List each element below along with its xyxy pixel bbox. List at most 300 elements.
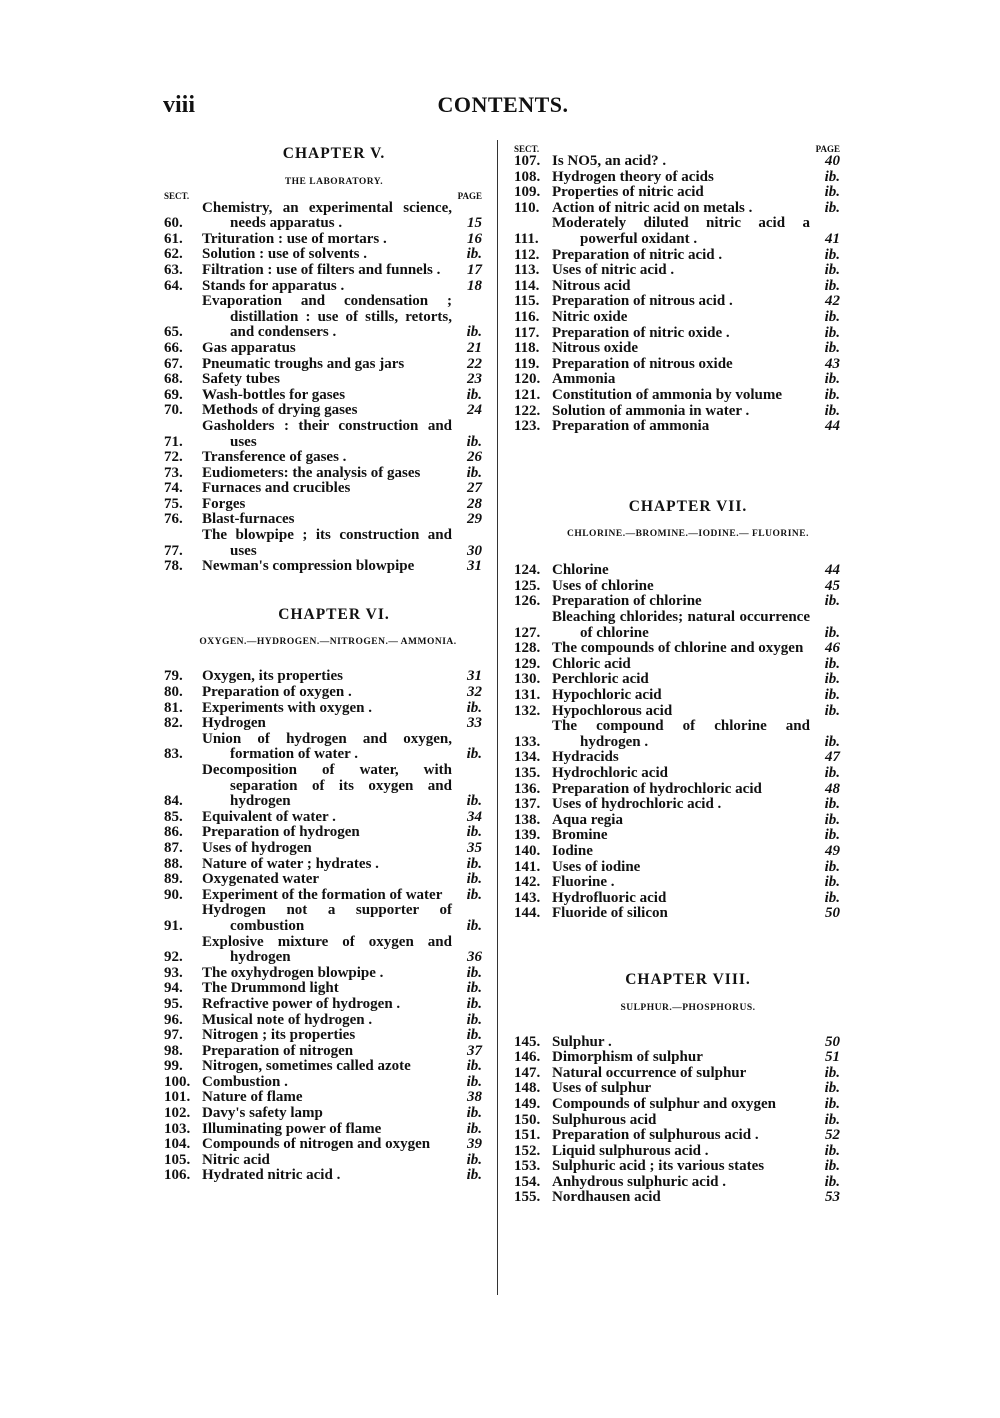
page-reference: ib.	[824, 1158, 840, 1175]
section-number: 147.	[514, 1064, 541, 1081]
entry-title: Musical note of hydrogen .	[202, 1011, 373, 1028]
section-number: 88.	[164, 855, 183, 872]
toc-entry	[514, 170, 840, 186]
section-number: 152.	[514, 1142, 541, 1159]
section-number: 102.	[164, 1105, 191, 1122]
page-reference: ib.	[466, 793, 482, 810]
toc-entry	[164, 403, 482, 419]
section-number: 131.	[514, 687, 541, 704]
toc-entry	[514, 672, 840, 688]
entry-title: The blowpipe ; its construction and uses	[202, 527, 452, 559]
page-reference: ib.	[466, 1151, 482, 1168]
page-reference: ib.	[824, 624, 840, 641]
entry-title: Hypochlorous acid	[552, 702, 673, 719]
page-reference: ib.	[824, 1142, 840, 1159]
entry-title: Iodine	[552, 842, 593, 859]
entry-title: Stands for apparatus .	[202, 277, 345, 294]
toc-entry	[514, 248, 840, 264]
page-reference: ib.	[824, 671, 840, 688]
section-number: 67.	[164, 355, 183, 372]
section-number: 74.	[164, 480, 183, 497]
section-number: 66.	[164, 339, 183, 356]
page-number: viii	[163, 92, 196, 118]
page-reference: ib.	[466, 1120, 482, 1137]
toc-entry	[164, 512, 482, 528]
entry-title: Wash-bottles for gases	[202, 386, 346, 403]
page-reference: ib.	[466, 1011, 482, 1028]
page-reference: 44	[825, 418, 840, 435]
page-reference: ib.	[466, 324, 482, 341]
page-reference: 51	[825, 1049, 840, 1066]
toc-entry	[164, 528, 482, 559]
entry-list	[164, 669, 482, 1184]
toc-entry	[164, 201, 482, 232]
section-number: 94.	[164, 980, 183, 997]
section-number: 138.	[514, 811, 541, 828]
page-reference: 33	[467, 715, 482, 732]
page-reference: ib.	[824, 655, 840, 672]
entry-title: Experiments with oxygen .	[202, 699, 372, 716]
entry-title: Preparation of chlorine	[552, 593, 702, 610]
section-number: 90.	[164, 886, 183, 903]
entry-title: The Drummond light	[202, 980, 339, 997]
section-number: 132.	[514, 702, 541, 719]
toc-entry	[164, 1153, 482, 1169]
entry-title: Fluoride of silicon	[552, 905, 668, 922]
page-reference: 49	[825, 842, 840, 859]
section-number: 124.	[514, 562, 541, 579]
toc-entry	[514, 1113, 840, 1129]
toc-entry	[514, 813, 840, 829]
toc-entry	[514, 641, 840, 657]
entry-title: Experiment of the formation of water	[202, 886, 443, 903]
page-reference: ib.	[466, 824, 482, 841]
section-number: 128.	[514, 640, 541, 657]
page-reference: ib.	[466, 1027, 482, 1044]
page-reference: 34	[467, 808, 482, 825]
toc-entry	[514, 1144, 840, 1160]
page-reference: 42	[825, 293, 840, 310]
section-number: 79.	[164, 668, 183, 685]
entry-title: Forges	[202, 495, 246, 512]
toc-entry	[514, 1128, 840, 1144]
entry-title: Uses of sulphur	[552, 1080, 652, 1097]
toc-entry	[164, 669, 482, 685]
entry-title: Nature of flame	[202, 1089, 303, 1106]
entry-title: Decomposition of water, with separation of its oxygen and hydrogen	[202, 762, 452, 810]
section-number: 70.	[164, 402, 183, 419]
entry-title: Hydrogen	[202, 715, 266, 732]
section-number: 64.	[164, 277, 183, 294]
entry-title: Methods of drying gases	[202, 402, 358, 419]
page-reference: ib.	[466, 464, 482, 481]
toc-entry	[514, 1190, 840, 1206]
entry-title: Combustion .	[202, 1073, 288, 1090]
page-reference: 41	[825, 230, 840, 247]
section-number: 95.	[164, 995, 183, 1012]
section-number: 78.	[164, 558, 183, 575]
toc-entry	[514, 719, 840, 750]
section-number: 135.	[514, 765, 541, 781]
section-number: 129.	[514, 655, 541, 672]
section-number: 139.	[514, 827, 541, 844]
page-reference: 44	[825, 562, 840, 579]
entry-title: The compounds of chlorine and oxygen	[552, 640, 804, 657]
entry-title: Preparation of nitrous acid .	[552, 293, 733, 310]
page-reference: ib.	[466, 386, 482, 403]
toc-entry	[164, 1028, 482, 1044]
toc-entry	[514, 875, 840, 891]
toc-entry	[514, 1050, 840, 1066]
page-reference: 26	[467, 449, 482, 466]
page-reference: 50	[825, 1033, 840, 1050]
entry-title: Uses of nitric acid .	[552, 262, 675, 279]
entry-title: Fluorine .	[552, 874, 615, 891]
section-number: 122.	[514, 402, 541, 419]
page-reference: 37	[467, 1042, 482, 1059]
page-reference: ib.	[824, 811, 840, 828]
toc-entry	[164, 357, 482, 373]
section-number: 151.	[514, 1127, 541, 1144]
section-number: 80.	[164, 684, 183, 701]
toc-entry	[514, 294, 840, 310]
toc-entry	[164, 810, 482, 826]
page-reference: 21	[467, 339, 482, 356]
chapter-title: CHAPTER VII.	[628, 497, 748, 515]
section-number: 98.	[164, 1042, 183, 1059]
toc-entry	[164, 466, 482, 482]
toc-entry	[164, 997, 482, 1013]
entry-title: Hydrochloric acid	[552, 765, 668, 781]
entry-title: Dimorphism of sulphur	[552, 1049, 703, 1066]
entry-title: Aqua regia	[552, 811, 623, 828]
entry-title: Sulphur .	[552, 1033, 612, 1050]
section-number: 144.	[514, 905, 541, 922]
entry-title: Uses of hydrogen	[202, 839, 312, 856]
page-reference: ib.	[824, 1111, 840, 1128]
toc-entry	[164, 559, 482, 575]
section-number: 101.	[164, 1089, 191, 1106]
page-reference: ib.	[824, 593, 840, 610]
page-reference: ib.	[824, 184, 840, 201]
page-reference: ib.	[824, 199, 840, 216]
page-reference: ib.	[466, 746, 482, 763]
toc-entry	[514, 657, 840, 673]
page-reference: ib.	[466, 433, 482, 450]
entry-title: Preparation of ammonia	[552, 418, 710, 435]
toc-entry	[514, 766, 840, 782]
entry-title: Preparation of nitrous oxide	[552, 355, 733, 372]
section-number: 145.	[514, 1033, 541, 1050]
toc-entry	[514, 906, 840, 922]
section-number: 153.	[514, 1158, 541, 1175]
toc-entry	[514, 1066, 840, 1082]
entry-title: Oxygenated water	[202, 871, 320, 888]
section-number: 107.	[514, 153, 541, 169]
toc-entry	[164, 1090, 482, 1106]
section-number: 149.	[514, 1095, 541, 1112]
page-reference: ib.	[824, 1095, 840, 1112]
page-reference: ib.	[466, 1167, 482, 1184]
section-number: 73.	[164, 464, 183, 481]
entry-title: Nitrogen, sometimes called azote	[202, 1058, 411, 1075]
page-reference: ib.	[466, 886, 482, 903]
entry-title: Uses of iodine	[552, 858, 641, 875]
toc-entry	[164, 1075, 482, 1091]
page-reference: ib.	[466, 964, 482, 981]
chapter-subtitle: OXYGEN.—HYDROGEN.—NITROGEN.— AMMONIA.	[199, 637, 457, 648]
section-number: 118.	[514, 340, 540, 357]
entry-title: Constitution of ammonia by volume	[552, 386, 783, 403]
chapter-subtitle: SULPHUR.—PHOSPHORUS.	[620, 1002, 756, 1013]
entry-title: Properties of nitric acid	[552, 184, 704, 201]
page-header: PAGE	[815, 144, 840, 154]
page-reference: ib.	[824, 246, 840, 263]
section-number: 103.	[164, 1120, 191, 1137]
page-reference: ib.	[466, 995, 482, 1012]
page-reference: 45	[825, 577, 840, 594]
section-number: 136.	[514, 780, 541, 797]
toc-entry	[514, 563, 840, 579]
page-reference: ib.	[824, 168, 840, 185]
page-title: CONTENTS.	[437, 92, 569, 117]
section-number: 105.	[164, 1151, 191, 1168]
section-number: 125.	[514, 577, 541, 594]
section-number: 69.	[164, 386, 183, 403]
entry-title: Action of nitric acid on metals .	[552, 199, 753, 216]
toc-entry	[514, 1097, 840, 1113]
toc-entry	[514, 216, 840, 247]
entry-title: Refractive power of hydrogen .	[202, 995, 401, 1012]
section-number: 115.	[514, 293, 540, 310]
section-number: 81.	[164, 699, 183, 716]
entry-title: Is NO5, an acid? .	[552, 153, 667, 169]
section-number: 133.	[514, 733, 541, 750]
section-number: 134.	[514, 749, 541, 766]
page-reference: 39	[467, 1136, 482, 1153]
page-reference: ib.	[824, 308, 840, 325]
page-reference: 38	[467, 1089, 482, 1106]
entry-title: Anhydrous sulphuric acid .	[552, 1173, 726, 1190]
page-reference: ib.	[824, 402, 840, 419]
toc-entry	[164, 372, 482, 388]
section-number: 140.	[514, 842, 541, 859]
page-reference: ib.	[824, 827, 840, 844]
section-number: 123.	[514, 418, 541, 435]
section-number: 114.	[514, 277, 540, 294]
section-number: 68.	[164, 371, 183, 388]
toc-entry	[164, 935, 482, 966]
toc-entry	[514, 750, 840, 766]
section-number: 99.	[164, 1058, 183, 1075]
toc-entry	[164, 279, 482, 295]
page-header: PAGE	[457, 190, 482, 201]
entry-title: Chlorine	[552, 562, 609, 579]
entry-title: Solution of ammonia in water .	[552, 402, 750, 419]
entry-title: Compounds of sulphur and oxygen	[552, 1095, 776, 1112]
left-column	[164, 140, 482, 1184]
toc-entry	[514, 579, 840, 595]
entry-title: Evaporation and condensation ; distillation : use of stills, retorts, and condensers .	[202, 293, 452, 341]
entry-title: Davy's safety lamp	[202, 1105, 323, 1122]
toc-entry	[514, 388, 840, 404]
entry-title: Preparation of nitric oxide .	[552, 324, 730, 341]
page-reference: ib.	[824, 796, 840, 813]
entry-title: Nitric oxide	[552, 308, 628, 325]
entry-title: Bleaching chlorides; natural occurrence of chlorine	[552, 609, 810, 641]
toc-entry	[514, 797, 840, 813]
section-number: 86.	[164, 824, 183, 841]
section-number: 127.	[514, 624, 541, 641]
entry-title: Chemistry, an experimental science, needs apparatus .	[202, 199, 452, 232]
entry-title: Natural occurrence of sulphur	[552, 1064, 747, 1081]
page-reference: 15	[467, 215, 482, 232]
page-reference: ib.	[824, 687, 840, 704]
toc-entry	[514, 201, 840, 217]
page-reference: 35	[467, 839, 482, 856]
page-reference: 17	[467, 261, 482, 278]
section-number: 121.	[514, 386, 541, 403]
page-reference: 36	[467, 949, 482, 966]
page-reference: ib.	[824, 340, 840, 357]
section-number: 137.	[514, 796, 541, 813]
section-number: 62.	[164, 246, 183, 263]
entry-title: Compounds of nitrogen and oxygen	[202, 1136, 431, 1153]
entry-list	[164, 201, 482, 575]
page-reference: ib.	[824, 371, 840, 388]
entry-title: Chloric acid	[552, 655, 631, 672]
toc-entry	[164, 247, 482, 263]
toc-entry	[164, 232, 482, 248]
page-reference: 32	[467, 684, 482, 701]
toc-entry	[514, 326, 840, 342]
page-reference: ib.	[824, 733, 840, 750]
page-reference: ib.	[466, 1073, 482, 1090]
section-number: 154.	[514, 1173, 541, 1190]
toc-entry	[514, 844, 840, 860]
section-number: 87.	[164, 839, 183, 856]
page-reference: ib.	[466, 871, 482, 888]
page-reference: 50	[825, 905, 840, 922]
section-number: 97.	[164, 1027, 183, 1044]
page-reference: ib.	[824, 874, 840, 891]
page-reference: 30	[467, 542, 482, 559]
toc-entry	[514, 372, 840, 388]
entry-title: Safety tubes	[202, 371, 280, 388]
page-reference: 16	[467, 230, 482, 247]
page-reference: 18	[467, 277, 482, 294]
entry-title: Preparation of nitrogen	[202, 1042, 354, 1059]
section-number: 130.	[514, 671, 541, 688]
section-number: 106.	[164, 1167, 191, 1184]
page-reference: 52	[825, 1127, 840, 1144]
running-header	[163, 92, 843, 122]
page-reference: ib.	[824, 889, 840, 906]
section-number: 116.	[514, 308, 540, 325]
page-reference: ib.	[466, 246, 482, 263]
toc-entry	[164, 857, 482, 873]
section-number: 141.	[514, 858, 541, 875]
entry-title: Bromine	[552, 827, 608, 844]
section-number: 61.	[164, 230, 183, 247]
entry-title: Equivalent of water .	[202, 808, 336, 825]
section-number: 83.	[164, 746, 183, 763]
toc-entry	[514, 704, 840, 720]
toc-entry	[514, 610, 840, 641]
entry-title: Pneumatic troughs and gas jars	[202, 355, 405, 372]
section-number: 117.	[514, 324, 540, 341]
page-reference: 48	[825, 780, 840, 797]
toc-entry	[514, 404, 840, 420]
section-number: 108.	[514, 168, 541, 185]
section-number: 110.	[514, 199, 540, 216]
section-number: 150.	[514, 1111, 541, 1128]
chapter-subtitle: CHLORINE.—BROMINE.—IODINE.— FLUORINE.	[566, 529, 810, 540]
entry-title: Preparation of hydrochloric acid	[552, 780, 762, 797]
entry-title: Hydrogen not a supporter of combustion	[202, 902, 452, 934]
page-reference: ib.	[824, 277, 840, 294]
entry-title: Preparation of hydrogen	[202, 824, 360, 841]
toc-entry	[164, 341, 482, 357]
entry-title: Nitrous oxide	[552, 340, 638, 357]
entry-title: Sulphuric acid ; its various states	[552, 1158, 765, 1175]
section-number: 75.	[164, 495, 183, 512]
toc-entry	[164, 481, 482, 497]
page-reference: 31	[467, 558, 482, 575]
toc-entry	[164, 872, 482, 888]
page-reference: ib.	[466, 917, 482, 934]
entry-title: Uses of chlorine	[552, 577, 654, 594]
entry-title: Hydrated nitric acid .	[202, 1167, 341, 1184]
entry-title: The oxyhydrogen blowpipe .	[202, 964, 384, 981]
chapter-title: CHAPTER VI.	[278, 605, 390, 623]
entry-title: Moderately diluted nitric acid a powerful oxidant .	[552, 215, 810, 247]
entry-title: Hydrofluoric acid	[552, 889, 667, 906]
entry-title: Transference of gases .	[202, 449, 347, 466]
entry-title: Hydrogen theory of acids	[552, 168, 714, 185]
page-reference: 23	[467, 371, 482, 388]
section-number: 71.	[164, 433, 183, 450]
page-reference: 53	[825, 1189, 840, 1206]
section-number: 126.	[514, 593, 541, 610]
entry-title: Gas apparatus	[202, 339, 296, 356]
toc-entry	[514, 1159, 840, 1175]
section-number: 146.	[514, 1049, 541, 1066]
page-reference: ib.	[824, 1080, 840, 1097]
section-number: 113.	[514, 262, 540, 279]
section-number: 112.	[514, 246, 540, 263]
entry-title: Gasholders : their construction and uses	[202, 417, 452, 450]
section-number: 89.	[164, 871, 183, 888]
toc-entry	[164, 966, 482, 982]
entry-title: Preparation of oxygen .	[202, 684, 352, 701]
toc-entry	[164, 716, 482, 732]
page-reference: 27	[467, 480, 482, 497]
entry-title: Preparation of sulphurous acid .	[552, 1127, 759, 1144]
section-number: 100.	[164, 1073, 191, 1090]
toc-entry	[164, 1106, 482, 1122]
page-reference: 43	[825, 355, 840, 372]
page-reference: 46	[825, 640, 840, 657]
chapter-subtitle: THE LABORATORY.	[284, 176, 384, 187]
section-number: 120.	[514, 371, 541, 388]
page-reference: ib.	[824, 386, 840, 403]
page-reference: ib.	[824, 765, 840, 781]
section-number: 60.	[164, 215, 183, 232]
entry-title: Nordhausen acid	[552, 1189, 661, 1206]
entry-title: Trituration : use of mortars .	[202, 230, 387, 247]
entry-title: The compound of chlorine and hydrogen .	[552, 718, 810, 750]
